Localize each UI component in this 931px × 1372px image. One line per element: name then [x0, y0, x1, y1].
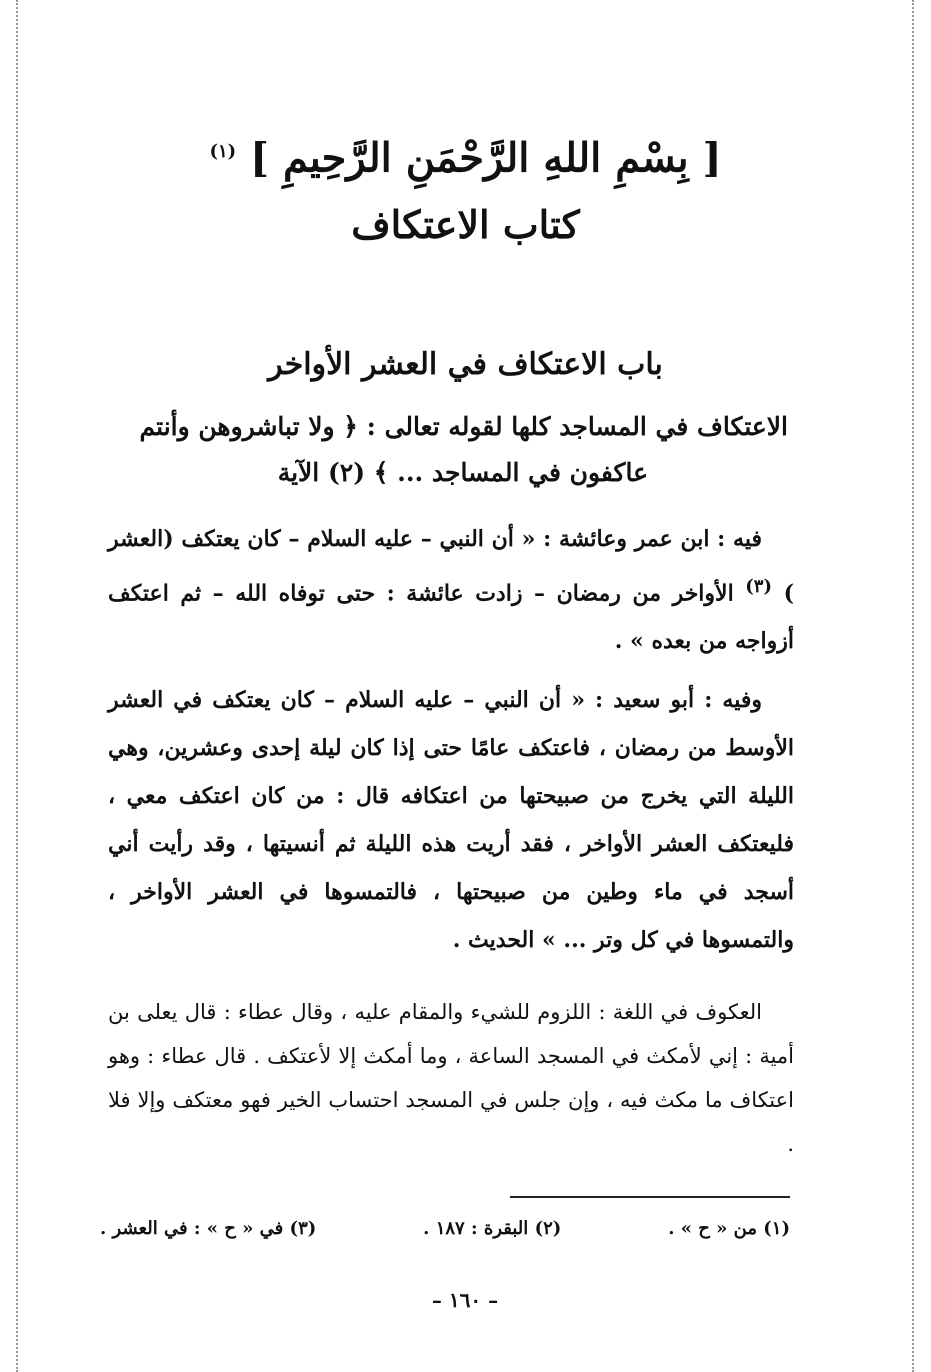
footnote-3: (٣) في « ح » : في العشر . — [100, 1218, 317, 1239]
hadith-paragraph-1 — [108, 515, 794, 665]
book-title: كتاب الاعتكاف — [351, 202, 580, 247]
tarjama-line-2: عاكفون في المساجد ... ﴾ (٢) الآية — [277, 458, 648, 487]
basmala-text: [ بِسْمِ اللهِ الرَّحْمَنِ الرَّحِيمِ ] — [250, 134, 722, 182]
footnote-marker-3: (٣) — [745, 576, 772, 597]
tarjama-line-1: الاعتكاف في المساجد كلها لقوله تعالى : ﴿ ولا تباشروهن وأنتم — [139, 412, 788, 441]
chapter-tarjama — [120, 404, 788, 496]
scan-edge-right — [912, 0, 914, 1372]
basmala-footnote-marker: (١) — [209, 141, 237, 162]
hadith-2-text: وفيه : أبو سعيد : « أن النبي – عليه السلام – كان يعتكف في العشر الأوسط من رمضان ، فاعتكف عامًا حتى إذا كان ليلة إحدى وعشرين، وهي الليلة التي يخرج من صبيحتها من اعتكافه قال : من كان اعتكف معي ، فليعتكف العشر الأواخر ، فقد أريت هذه الليلة ثم أنسيتها ، وقد رأيت أني أسجد في ماء وطين من صبيحتها ، فالتمسوها في العشر الأواخر ، والتمسوها في كل وتر ... » الحديث . — [108, 687, 794, 953]
hadith-1-text-part2: الأواخر من رمضان – زادت عائشة : حتى توفاه الله – ثم اعتكف أزواجه من بعده » . — [108, 580, 794, 655]
hadith-1-text-part1: فيه : ابن عمر وعائشة : « أن النبي – عليه السلام – كان يعتكف (العشر ) — [108, 526, 794, 607]
footnotes — [100, 1212, 790, 1246]
footnote-1: (١) من « ح » . — [668, 1218, 790, 1239]
hadith-paragraph-2 — [108, 676, 794, 964]
footnote-2: (٢) البقرة : ١٨٧ . — [423, 1218, 562, 1239]
chapter-title: باب الاعتكاف في العشر الأواخر — [268, 347, 663, 382]
commentary-text: العكوف في اللغة : اللزوم للشيء والمقام عليه ، وقال عطاء : قال يعلى بن أمية : إني لأمكث في المسجد الساعة ، وما أمكث إلا لأعتكف . قال عطاء : وهو اعتكاف ما مكث فيه ، وإن جلس في المسجد احتساب الخير فهو معتكف وإلا فلا . — [108, 1000, 794, 1156]
scan-edge-left — [16, 0, 18, 1372]
commentary-paragraph — [108, 990, 794, 1166]
footnote-separator — [510, 1196, 790, 1198]
page-number: – ١٦٠ – — [431, 1288, 499, 1312]
basmala-heading — [200, 122, 731, 188]
